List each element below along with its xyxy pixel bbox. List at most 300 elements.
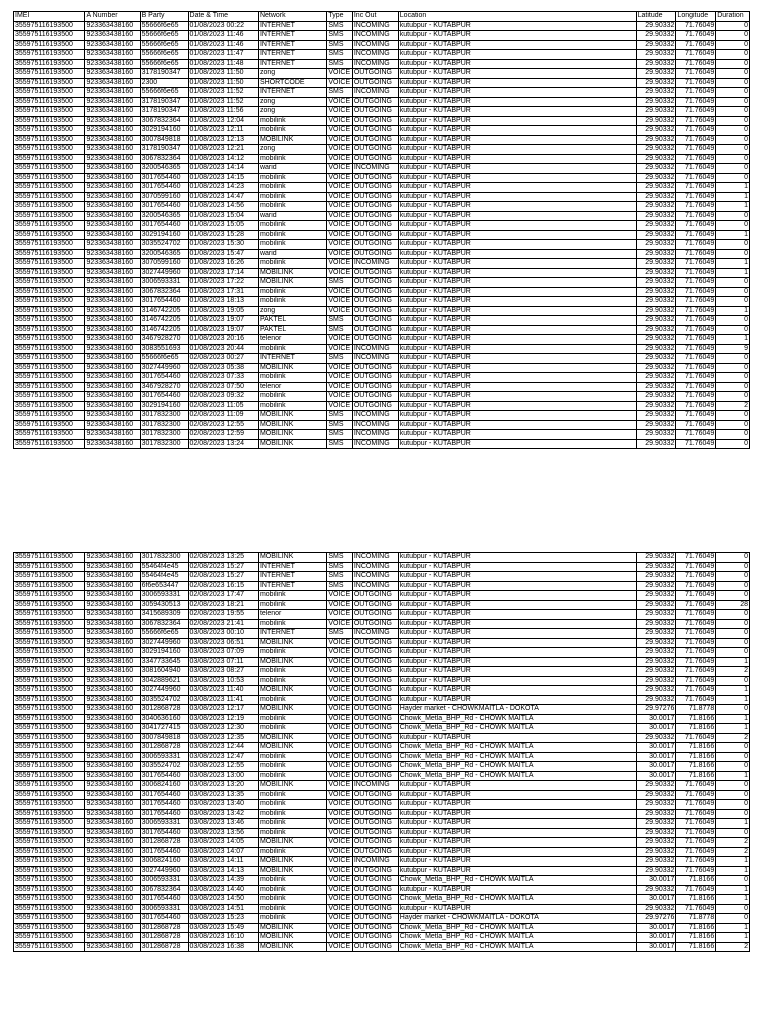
cell-longitude: 71.76049	[676, 221, 716, 231]
cell-location: kutubpur - KUTABPUR	[398, 553, 636, 563]
cell-duration: 0	[716, 21, 750, 31]
cell-latitude: 29.90332	[636, 885, 676, 895]
cell-network: PAKTEL	[258, 316, 326, 326]
cell-b-party: 3146742205	[140, 325, 188, 335]
cell-a-number: 923363438160	[85, 240, 140, 250]
cell-latitude: 30.0017	[636, 895, 676, 905]
cell-type: VOICE	[327, 828, 353, 838]
cell-duration: 0	[716, 278, 750, 288]
table-row	[14, 126, 750, 136]
cell-latitude: 29.90332	[636, 306, 676, 316]
cell-network: mobilink	[258, 373, 326, 383]
cell-longitude: 71.76049	[676, 21, 716, 31]
cell-inc-out: INCOMING	[352, 572, 398, 582]
cell-imei: 355975116193500	[14, 354, 85, 364]
cell-duration: 0	[716, 392, 750, 402]
cell-date-time: 02/08/2023 15:27	[188, 562, 258, 572]
cell-duration: 1	[716, 259, 750, 269]
cell-duration: 0	[716, 876, 750, 886]
cell-date-time: 03/08/2023 14:13	[188, 866, 258, 876]
cell-duration: 2	[716, 401, 750, 411]
cell-b-party: 3178190347	[140, 97, 188, 107]
cell-b-party: 55666f6e65	[140, 40, 188, 50]
table-row	[14, 629, 750, 639]
cell-latitude: 29.90332	[636, 126, 676, 136]
cell-date-time: 02/08/2023 13:24	[188, 439, 258, 449]
cell-inc-out: OUTGOING	[352, 648, 398, 658]
cell-a-number: 923363438160	[85, 78, 140, 88]
cell-latitude: 29.90332	[636, 809, 676, 819]
cell-duration: 0	[716, 562, 750, 572]
cell-latitude: 29.90332	[636, 392, 676, 402]
cell-date-time: 02/08/2023 18:21	[188, 600, 258, 610]
cell-imei: 355975116193500	[14, 686, 85, 696]
cell-inc-out: OUTGOING	[352, 866, 398, 876]
cell-latitude: 29.90332	[636, 819, 676, 829]
cell-latitude: 29.90332	[636, 591, 676, 601]
table-row	[14, 819, 750, 829]
cell-network: mobilink	[258, 752, 326, 762]
cell-imei: 355975116193500	[14, 278, 85, 288]
cell-longitude: 71.76049	[676, 240, 716, 250]
cell-longitude: 71.8166	[676, 942, 716, 952]
cell-location: Chowk_Metla_BHP_Rd - CHOWK MAITLA	[398, 876, 636, 886]
cell-longitude: 71.76049	[676, 562, 716, 572]
table-row	[14, 553, 750, 563]
cell-duration: 0	[716, 743, 750, 753]
cell-network: SHORTCODE	[258, 78, 326, 88]
cell-latitude: 30.0017	[636, 752, 676, 762]
cell-a-number: 923363438160	[85, 676, 140, 686]
cell-date-time: 03/08/2023 14:51	[188, 904, 258, 914]
cell-duration: 2	[716, 733, 750, 743]
cell-inc-out: INCOMING	[352, 164, 398, 174]
cell-type: VOICE	[327, 695, 353, 705]
table-row	[14, 78, 750, 88]
cell-duration: 1	[716, 192, 750, 202]
cell-location: kutubpur - KUTABPUR	[398, 202, 636, 212]
cell-network: telenor	[258, 335, 326, 345]
cell-longitude: 71.76049	[676, 145, 716, 155]
cell-a-number: 923363438160	[85, 268, 140, 278]
cell-network: MOBILINK	[258, 923, 326, 933]
cell-longitude: 71.76049	[676, 392, 716, 402]
cell-longitude: 71.76049	[676, 183, 716, 193]
cell-imei: 355975116193500	[14, 126, 85, 136]
table-row	[14, 743, 750, 753]
cell-network: telenor	[258, 610, 326, 620]
cell-network: MOBILINK	[258, 439, 326, 449]
cell-a-number: 923363438160	[85, 705, 140, 715]
cell-network: mobilink	[258, 230, 326, 240]
cell-imei: 355975116193500	[14, 562, 85, 572]
cell-latitude: 29.97276	[636, 914, 676, 924]
cell-network: MOBILINK	[258, 781, 326, 791]
cell-network: zong	[258, 306, 326, 316]
cell-latitude: 29.90332	[636, 145, 676, 155]
cell-date-time: 01/08/2023 14:14	[188, 164, 258, 174]
cell-b-party: 3178190347	[140, 107, 188, 117]
cell-latitude: 29.90332	[636, 116, 676, 126]
cell-b-party: 3027449960	[140, 268, 188, 278]
cell-inc-out: INCOMING	[352, 344, 398, 354]
cell-imei: 355975116193500	[14, 164, 85, 174]
cell-location: kutubpur - KUTABPUR	[398, 800, 636, 810]
cell-imei: 355975116193500	[14, 69, 85, 79]
cell-imei: 355975116193500	[14, 942, 85, 952]
cell-b-party: 3017654460	[140, 828, 188, 838]
cell-longitude: 71.8166	[676, 923, 716, 933]
cell-b-party: 3027449960	[140, 363, 188, 373]
table-row	[14, 50, 750, 60]
cell-b-party: 3027449960	[140, 866, 188, 876]
cell-duration: 1	[716, 335, 750, 345]
cell-latitude: 29.90332	[636, 259, 676, 269]
cell-b-party: 3067832364	[140, 154, 188, 164]
cell-network: mobilink	[258, 762, 326, 772]
cell-b-party: 3012868728	[140, 743, 188, 753]
cell-b-party: 3012868728	[140, 923, 188, 933]
cell-date-time: 01/08/2023 20:16	[188, 335, 258, 345]
cell-date-time: 03/08/2023 14:40	[188, 885, 258, 895]
cell-a-number: 923363438160	[85, 714, 140, 724]
cell-location: Chowk_Metla_BHP_Rd - CHOWK MAITLA	[398, 762, 636, 772]
cell-latitude: 29.90332	[636, 648, 676, 658]
cell-network: MOBILINK	[258, 942, 326, 952]
cell-inc-out: OUTGOING	[352, 126, 398, 136]
cell-date-time: 03/08/2023 14:50	[188, 895, 258, 905]
cell-network: MOBILINK	[258, 430, 326, 440]
cell-latitude: 29.90332	[636, 373, 676, 383]
cell-date-time: 03/08/2023 00:10	[188, 629, 258, 639]
cell-date-time: 01/08/2023 11:56	[188, 107, 258, 117]
cell-imei: 355975116193500	[14, 335, 85, 345]
cell-a-number: 923363438160	[85, 553, 140, 563]
cell-a-number: 923363438160	[85, 31, 140, 41]
cell-date-time: 03/08/2023 16:38	[188, 942, 258, 952]
cell-imei: 355975116193500	[14, 733, 85, 743]
cell-network: zong	[258, 107, 326, 117]
cell-network: mobilink	[258, 885, 326, 895]
cell-date-time: 03/08/2023 12:30	[188, 724, 258, 734]
cell-a-number: 923363438160	[85, 724, 140, 734]
cell-b-party: 3017654460	[140, 221, 188, 231]
cell-network: mobilink	[258, 714, 326, 724]
cell-type: VOICE	[327, 914, 353, 924]
cell-location: kutubpur - KUTABPUR	[398, 610, 636, 620]
cell-b-party: 3006593331	[140, 278, 188, 288]
cell-type: VOICE	[327, 183, 353, 193]
table-row	[14, 781, 750, 791]
cell-duration: 0	[716, 705, 750, 715]
cell-imei: 355975116193500	[14, 838, 85, 848]
cell-inc-out: OUTGOING	[352, 392, 398, 402]
cell-location: kutubpur - KUTABPUR	[398, 249, 636, 259]
cell-duration: 0	[716, 430, 750, 440]
cell-imei: 355975116193500	[14, 914, 85, 924]
cell-type: VOICE	[327, 762, 353, 772]
cell-date-time: 01/08/2023 20:44	[188, 344, 258, 354]
cell-inc-out: OUTGOING	[352, 240, 398, 250]
cell-type: VOICE	[327, 173, 353, 183]
cell-latitude: 29.90332	[636, 904, 676, 914]
cell-inc-out: OUTGOING	[352, 667, 398, 677]
cell-b-party: 3017654460	[140, 373, 188, 383]
cell-b-party: 3017654460	[140, 392, 188, 402]
cell-date-time: 02/08/2023 12:59	[188, 430, 258, 440]
cell-location: kutubpur - KUTABPUR	[398, 164, 636, 174]
cell-latitude: 29.90332	[636, 344, 676, 354]
cell-duration: 1	[716, 686, 750, 696]
cell-imei: 355975116193500	[14, 705, 85, 715]
header-latitude: Latitude	[636, 12, 676, 22]
cell-network: mobilink	[258, 667, 326, 677]
cell-latitude: 29.90332	[636, 97, 676, 107]
cell-inc-out: OUTGOING	[352, 762, 398, 772]
cell-inc-out: OUTGOING	[352, 743, 398, 753]
cell-latitude: 29.90332	[636, 135, 676, 145]
table-row	[14, 876, 750, 886]
cell-imei: 355975116193500	[14, 629, 85, 639]
header-location: Location	[398, 12, 636, 22]
cell-duration: 0	[716, 240, 750, 250]
cell-longitude: 71.76049	[676, 107, 716, 117]
cell-latitude: 29.90332	[636, 297, 676, 307]
cell-b-party: 55666f6e65	[140, 21, 188, 31]
cell-inc-out: OUTGOING	[352, 287, 398, 297]
cell-a-number: 923363438160	[85, 287, 140, 297]
cell-b-party: 55666f6e65	[140, 50, 188, 60]
cell-location: kutubpur - KUTABPUR	[398, 847, 636, 857]
cell-b-party: 3017654460	[140, 800, 188, 810]
cell-a-number: 923363438160	[85, 648, 140, 658]
cell-b-party: 3006593331	[140, 819, 188, 829]
cell-duration: 0	[716, 78, 750, 88]
cell-imei: 355975116193500	[14, 781, 85, 791]
cell-b-party: 3006824160	[140, 781, 188, 791]
cell-type: VOICE	[327, 240, 353, 250]
cell-latitude: 29.90332	[636, 695, 676, 705]
cell-b-party: 55666f6e65	[140, 354, 188, 364]
cell-latitude: 29.90332	[636, 40, 676, 50]
table-row	[14, 695, 750, 705]
cell-longitude: 71.76049	[676, 733, 716, 743]
cell-network: telenor	[258, 382, 326, 392]
cell-b-party: 3017832300	[140, 420, 188, 430]
cell-location: kutubpur - KUTABPUR	[398, 638, 636, 648]
cell-duration: 1	[716, 202, 750, 212]
cell-a-number: 923363438160	[85, 211, 140, 221]
cell-longitude: 71.76049	[676, 325, 716, 335]
cell-longitude: 71.76049	[676, 847, 716, 857]
cell-latitude: 29.90332	[636, 420, 676, 430]
table-row	[14, 439, 750, 449]
cell-duration: 1	[716, 885, 750, 895]
cell-type: VOICE	[327, 230, 353, 240]
cell-imei: 355975116193500	[14, 876, 85, 886]
cell-type: VOICE	[327, 297, 353, 307]
cell-location: kutubpur - KUTABPUR	[398, 325, 636, 335]
cell-inc-out: OUTGOING	[352, 695, 398, 705]
cell-location: kutubpur - KUTABPUR	[398, 676, 636, 686]
cell-network: INTERNET	[258, 581, 326, 591]
cell-network: mobilink	[258, 914, 326, 924]
cell-location: kutubpur - KUTABPUR	[398, 316, 636, 326]
cell-imei: 355975116193500	[14, 116, 85, 126]
cell-duration: 0	[716, 126, 750, 136]
cell-a-number: 923363438160	[85, 771, 140, 781]
cell-inc-out: OUTGOING	[352, 933, 398, 943]
cell-date-time: 03/08/2023 10:53	[188, 676, 258, 686]
cell-imei: 355975116193500	[14, 819, 85, 829]
cell-a-number: 923363438160	[85, 354, 140, 364]
cell-b-party: 3041727415	[140, 724, 188, 734]
cell-b-party: 3200546365	[140, 164, 188, 174]
cell-type: VOICE	[327, 126, 353, 136]
cell-longitude: 71.76049	[676, 904, 716, 914]
cell-duration: 0	[716, 904, 750, 914]
cell-longitude: 71.76049	[676, 40, 716, 50]
cell-longitude: 71.8166	[676, 743, 716, 753]
cell-type: VOICE	[327, 800, 353, 810]
cell-imei: 355975116193500	[14, 430, 85, 440]
cell-network: MOBILINK	[258, 268, 326, 278]
cell-latitude: 29.90332	[636, 562, 676, 572]
cell-network: mobilink	[258, 287, 326, 297]
cell-a-number: 923363438160	[85, 297, 140, 307]
cell-type: VOICE	[327, 866, 353, 876]
cell-duration: 0	[716, 809, 750, 819]
cell-date-time: 01/08/2023 12:11	[188, 126, 258, 136]
cell-date-time: 02/08/2023 07:50	[188, 382, 258, 392]
table-row	[14, 771, 750, 781]
cell-network: MOBILINK	[258, 857, 326, 867]
cell-type: VOICE	[327, 752, 353, 762]
cell-longitude: 71.76049	[676, 31, 716, 41]
cell-inc-out: INCOMING	[352, 439, 398, 449]
cell-imei: 355975116193500	[14, 173, 85, 183]
cell-network: mobilink	[258, 401, 326, 411]
cell-b-party: 3035524702	[140, 240, 188, 250]
cell-longitude: 71.76049	[676, 629, 716, 639]
cell-inc-out: OUTGOING	[352, 335, 398, 345]
cell-duration: 0	[716, 411, 750, 421]
cell-location: Chowk_Metla_BHP_Rd - CHOWK MAITLA	[398, 933, 636, 943]
cell-b-party: 3035524702	[140, 762, 188, 772]
cell-imei: 355975116193500	[14, 107, 85, 117]
cell-inc-out: INCOMING	[352, 59, 398, 69]
cell-imei: 355975116193500	[14, 676, 85, 686]
cell-network: mobilink	[258, 828, 326, 838]
cell-duration: 0	[716, 914, 750, 924]
cell-latitude: 29.90332	[636, 335, 676, 345]
cell-type: VOICE	[327, 809, 353, 819]
cell-b-party: 55666f6e65	[140, 31, 188, 41]
cell-a-number: 923363438160	[85, 610, 140, 620]
cell-imei: 355975116193500	[14, 648, 85, 658]
cell-b-party: 3012868728	[140, 933, 188, 943]
cell-b-party: 3029194160	[140, 648, 188, 658]
cell-location: kutubpur - KUTABPUR	[398, 97, 636, 107]
cell-latitude: 29.90332	[636, 553, 676, 563]
cell-location: kutubpur - KUTABPUR	[398, 230, 636, 240]
cell-inc-out: INCOMING	[352, 562, 398, 572]
cell-longitude: 71.8166	[676, 762, 716, 772]
cell-inc-out: OUTGOING	[352, 838, 398, 848]
table-row	[14, 411, 750, 421]
cell-longitude: 71.76049	[676, 857, 716, 867]
cell-type: VOICE	[327, 202, 353, 212]
cell-a-number: 923363438160	[85, 154, 140, 164]
cell-location: kutubpur - KUTABPUR	[398, 581, 636, 591]
cell-a-number: 923363438160	[85, 306, 140, 316]
cell-location: kutubpur - KUTABPUR	[398, 629, 636, 639]
cell-longitude: 71.76049	[676, 657, 716, 667]
table-row	[14, 591, 750, 601]
cell-imei: 355975116193500	[14, 287, 85, 297]
cell-location: kutubpur - KUTABPUR	[398, 192, 636, 202]
cell-longitude: 71.76049	[676, 667, 716, 677]
cell-a-number: 923363438160	[85, 800, 140, 810]
table-row	[14, 192, 750, 202]
cell-longitude: 71.76049	[676, 401, 716, 411]
cell-network: mobilink	[258, 202, 326, 212]
cell-type: SMS	[327, 40, 353, 50]
cell-network: INTERNET	[258, 629, 326, 639]
cell-type: VOICE	[327, 638, 353, 648]
cell-longitude: 71.76049	[676, 287, 716, 297]
cell-type: VOICE	[327, 895, 353, 905]
cell-date-time: 03/08/2023 15:49	[188, 923, 258, 933]
table-row	[14, 211, 750, 221]
cell-duration: 0	[716, 116, 750, 126]
cell-type: SMS	[327, 316, 353, 326]
header-inc-out: Inc Out	[352, 12, 398, 22]
cell-imei: 355975116193500	[14, 895, 85, 905]
cell-longitude: 71.8166	[676, 714, 716, 724]
cell-longitude: 71.8166	[676, 771, 716, 781]
cell-date-time: 02/08/2023 12:55	[188, 420, 258, 430]
cell-network: zong	[258, 145, 326, 155]
cell-b-party: 3017654460	[140, 790, 188, 800]
cell-inc-out: INCOMING	[352, 629, 398, 639]
cell-duration: 1	[716, 695, 750, 705]
cell-imei: 355975116193500	[14, 420, 85, 430]
cell-location: kutubpur - KUTABPUR	[398, 420, 636, 430]
cell-a-number: 923363438160	[85, 97, 140, 107]
cell-latitude: 29.90332	[636, 619, 676, 629]
cell-a-number: 923363438160	[85, 439, 140, 449]
cell-duration: 0	[716, 154, 750, 164]
cell-latitude: 29.90332	[636, 581, 676, 591]
cell-duration: 0	[716, 439, 750, 449]
cell-network: MOBILINK	[258, 657, 326, 667]
cell-a-number: 923363438160	[85, 249, 140, 259]
cell-imei: 355975116193500	[14, 259, 85, 269]
cell-longitude: 71.76049	[676, 430, 716, 440]
cell-location: kutubpur - KUTABPUR	[398, 297, 636, 307]
cell-network: mobilink	[258, 126, 326, 136]
cell-date-time: 01/08/2023 19:05	[188, 306, 258, 316]
cell-a-number: 923363438160	[85, 373, 140, 383]
cell-inc-out: INCOMING	[352, 411, 398, 421]
table-row	[14, 686, 750, 696]
table-row	[14, 268, 750, 278]
cell-date-time: 01/08/2023 11:48	[188, 59, 258, 69]
cell-latitude: 29.90332	[636, 50, 676, 60]
cell-location: kutubpur - KUTABPUR	[398, 904, 636, 914]
table-row	[14, 297, 750, 307]
